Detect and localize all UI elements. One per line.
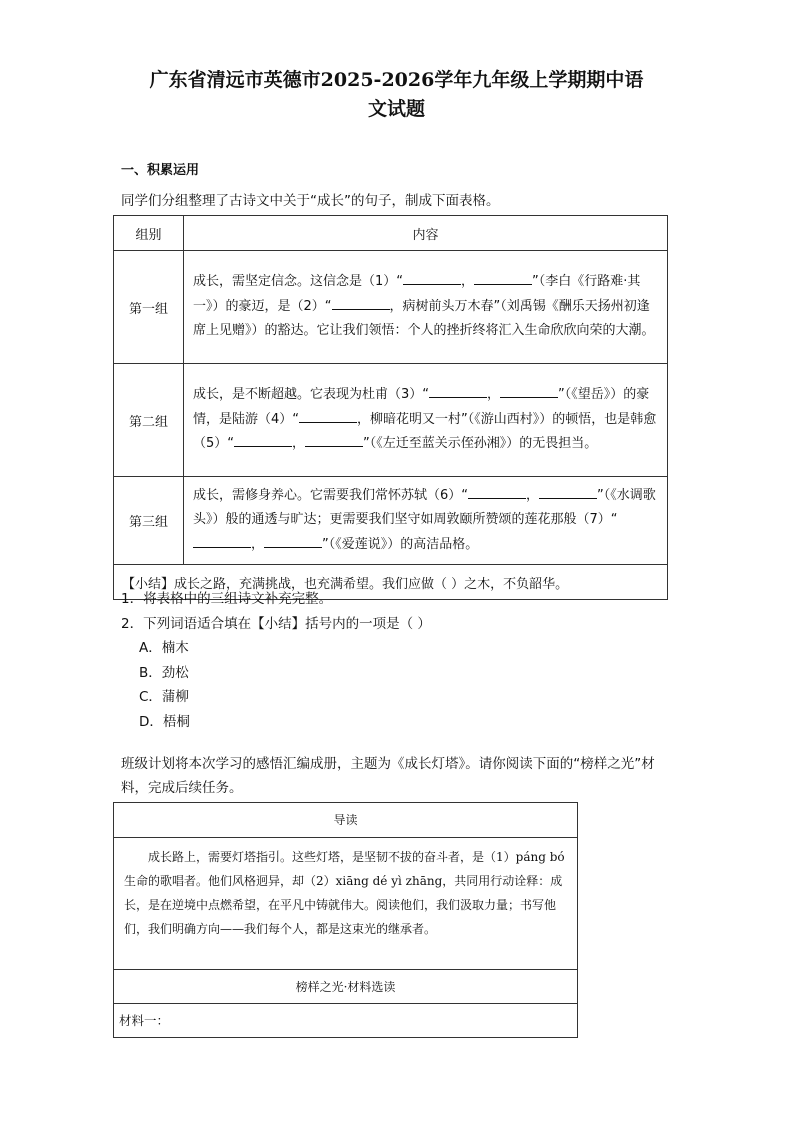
fill-blank[interactable]: [500, 384, 558, 398]
text-segment: ”（《水调歌头》）般的通透与旷达；更需要我们坚守如周敦颐所赞颂的莲花那般（7）“: [193, 487, 656, 528]
text-segment: ”（《爱莲说》）的高洁品格。: [322, 536, 479, 552]
option-c[interactable]: C．蒲柳: [139, 689, 189, 705]
text-segment: 成长，需修身养心。它需要我们常怀苏轼（6）“: [193, 487, 469, 503]
group-label: 第一组: [114, 251, 184, 364]
fill-blank[interactable]: [403, 271, 461, 285]
question-list: [121, 587, 681, 734]
fill-blank[interactable]: [193, 534, 251, 548]
group-label: 第三组: [114, 477, 184, 565]
header-group: 组别: [114, 216, 184, 251]
title-line-1: 广东省清远市英德市2025-2026学年九年级上学期期中语: [149, 69, 644, 91]
title-line-2: 文试题: [367, 98, 425, 120]
row-content: [184, 251, 668, 364]
question-2: 2．下列词语适合填在【小结】括号内的一项是（ ）: [121, 615, 431, 632]
option-a[interactable]: A．楠木: [139, 640, 189, 656]
table-intro: 同学们分组整理了古诗文中关于“成长”的句子，制成下面表格。: [121, 193, 500, 209]
text-segment: ，: [487, 387, 501, 403]
text-segment: 成长，需坚定信念。这信念是（1）“: [193, 274, 404, 290]
material-heading: 榜样之光·材料选读: [114, 970, 577, 1004]
fill-blank[interactable]: [468, 485, 526, 499]
summary-text: 【小结】成长之路，充满挑战，也充满希望。我们应做（ ）之木，不负韶华。: [114, 565, 668, 600]
group-label: 第二组: [114, 364, 184, 477]
text-segment: ，柳暗花明又一村”（《游山西村》）的顿悟，也是韩愈（5）“: [193, 411, 657, 452]
header-content: 内容: [184, 216, 668, 251]
text-segment: ，病树前头万木春”（刘禹锡《酬乐天扬州初逢席上见赠》）的豁达。它让我们领悟：个人的挫折终将汇入生命欣欣向荣的大潮。: [193, 298, 655, 339]
fill-blank[interactable]: [234, 433, 292, 447]
section-heading: 一、积累运用: [121, 163, 200, 178]
document-title: [100, 66, 693, 124]
option-d[interactable]: D．梧桐: [139, 713, 190, 730]
material-label: 材料一：: [119, 1013, 170, 1028]
guide-body: 成长路上，需要灯塔指引。这些灯塔，是坚韧不拔的奋斗者，是（1）páng bó生命的歌唱者。他们风格迥异，却（2）xiāng dé yì zhāng，共同用行动诠释：成长，是在逆境中点燃希望，在平凡中铸就伟大。阅读他们，我们汲取力量；书写他们，我们明确方向——我们每个人，都是这束光的继承者。: [114, 838, 577, 970]
reading-intro: 班级计划将本次学习的感悟汇编成册，主题为《成长灯塔》。请你阅读下面的“榜样之光”材料，完成后续任务。: [121, 756, 655, 796]
table-row: [114, 364, 668, 477]
text-segment: ”（《左迁至蓝关示侄孙湘》）的无畏担当。: [363, 436, 598, 452]
text-segment: ，: [251, 536, 265, 552]
guide-box: [113, 802, 578, 1038]
option-b[interactable]: B．劲松: [139, 664, 189, 681]
table-header-row: [114, 216, 668, 251]
text-segment: ”（《望岳》）的豪情，是陆游（4）“: [193, 387, 650, 427]
text-segment: ”（李白《行路难·其一》）的豪迈，是（2）“: [193, 274, 641, 314]
fill-blank[interactable]: [539, 485, 597, 499]
row-content: [184, 477, 668, 565]
question-1: 1．将表格中的三组诗文补充完整。: [121, 591, 333, 607]
fill-blank[interactable]: [305, 433, 363, 447]
fill-blank[interactable]: [264, 534, 322, 548]
fill-blank[interactable]: [429, 384, 487, 398]
text-segment: ，: [292, 436, 306, 452]
text-segment: ，: [461, 274, 475, 290]
fill-blank[interactable]: [474, 271, 532, 285]
fill-blank[interactable]: [299, 409, 357, 423]
row-content: [184, 364, 668, 477]
table-row: [114, 251, 668, 364]
fill-blank[interactable]: [332, 296, 390, 310]
text-segment: ，: [526, 487, 540, 503]
poetry-table: [113, 215, 668, 600]
table-row: [114, 477, 668, 565]
text-segment: 成长，是不断超越。它表现为杜甫（3）“: [193, 387, 430, 403]
guide-heading: 导读: [114, 803, 577, 838]
